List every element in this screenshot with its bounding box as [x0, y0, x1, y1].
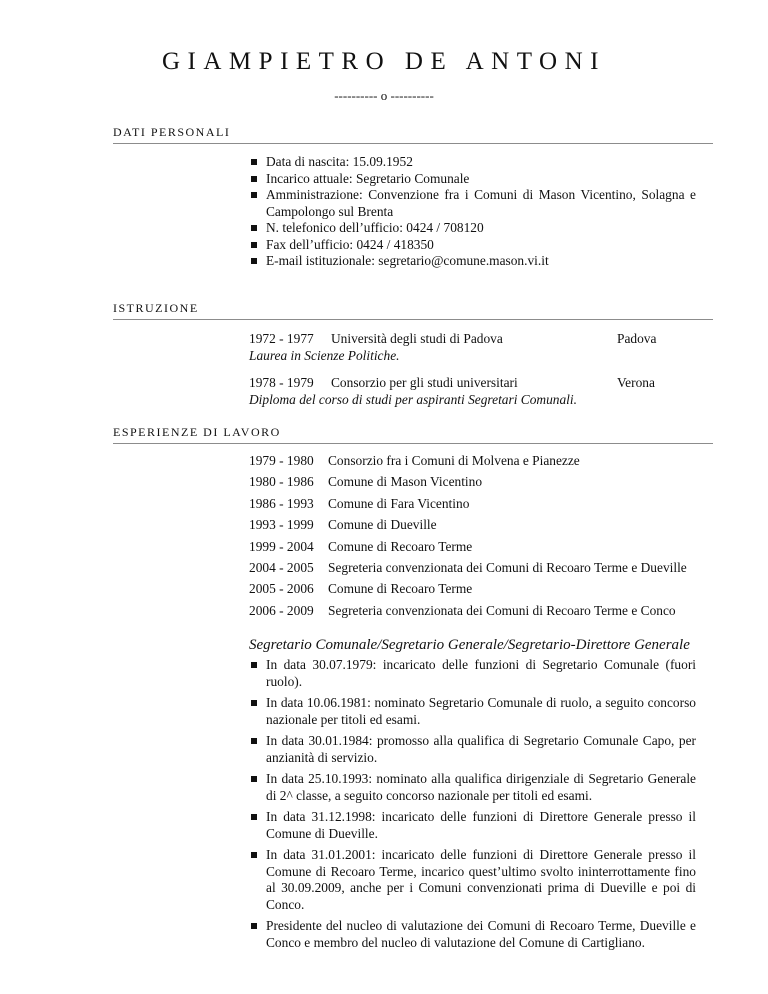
job-place: Comune di Dueville: [328, 517, 437, 533]
job-row: [249, 517, 687, 538]
education-institution: Consorzio per gli studi universitari: [331, 375, 518, 390]
education-city: Padova: [617, 331, 657, 346]
job-row: [249, 581, 687, 602]
job-place: Comune di Fara Vicentino: [328, 495, 470, 511]
job-years: 2004 - 2005: [249, 559, 314, 575]
job-years: 1979 - 1980: [249, 453, 314, 468]
role-title: Segretario Comunale/Segretario Generale/Segretario-Direttore Generale: [249, 637, 690, 653]
personal-item: Fax dell’ufficio: 0424 / 418350: [249, 237, 696, 254]
section-heading-education-label: ISTRUZIONE: [113, 301, 199, 315]
section-heading-personal: [113, 125, 713, 144]
job-years: 1986 - 1993: [249, 495, 314, 511]
job-row: [249, 560, 687, 581]
education-city: Verona: [617, 375, 655, 390]
job-place: Segreteria convenzionata dei Comuni di Recoaro Terme e Dueville: [328, 559, 687, 575]
section-heading-experience: [113, 425, 713, 444]
education-institution: Università degli studi di Padova: [331, 331, 503, 346]
career-list: [249, 657, 696, 951]
career-item: Presidente del nucleo di valutazione dei Comuni di Recoaro Terme, Dueville e Conco e membro del nucleo di valutazione del Comune di Cartigliano.: [249, 918, 696, 951]
personal-list: [249, 154, 696, 270]
personal-item: Data di nascita: 15.09.1952: [249, 154, 696, 171]
career-item: In data 31.12.1998: incaricato delle funzioni di Direttore Generale presso il Comune di Dueville.: [249, 809, 696, 842]
personal-item: E-mail istituzionale: segretario@comune.mason.vi.it: [249, 253, 696, 270]
header-divider: ---------- o ----------: [334, 88, 434, 103]
career-item: In data 30.07.1979: incaricato delle funzioni di Segretario Comunale (fuori ruolo).: [249, 657, 696, 690]
job-years: 1980 - 1986: [249, 474, 314, 490]
job-row: [249, 474, 687, 495]
education-years: 1978 - 1979: [249, 375, 314, 390]
job-row: [249, 539, 687, 560]
jobs-table: [249, 453, 687, 624]
job-place: Comune di Recoaro Terme: [328, 538, 473, 554]
job-years: 1993 - 1999: [249, 517, 314, 533]
job-place: Comune di Recoaro Terme: [328, 581, 473, 597]
career-item: In data 10.06.1981: nominato Segretario Comunale di ruolo, a seguito concorso nazionale per titoli ed esami.: [249, 695, 696, 728]
job-years: 1999 - 2004: [249, 538, 314, 554]
education-entry: [249, 374, 695, 408]
section-heading-education: [113, 301, 713, 320]
job-place: Comune di Mason Vicentino: [328, 474, 483, 490]
job-years: 2005 - 2006: [249, 581, 314, 597]
career-item: In data 31.01.2001: incaricato delle funzioni di Direttore Generale presso il Comune di Recoaro Terme, incarico quest’ultimo svolto ininterrottamente fino al 30.09.2009, anche per i Comuni convenzionati prima di Dueville e poi di Conco.: [249, 847, 696, 913]
personal-item: N. telefonico dell’ufficio: 0424 / 708120: [249, 220, 696, 237]
person-name: GIAMPIETRO DE ANTONI: [162, 48, 606, 75]
education-degree: Diploma del corso di studi per aspiranti Segretari Comunali.: [249, 392, 577, 407]
section-heading-experience-label: ESPERIENZE DI LAVORO: [113, 425, 281, 439]
education-degree: Laurea in Scienze Politiche.: [249, 348, 400, 363]
job-years: 2006 - 2009: [249, 602, 314, 618]
job-place: Segreteria convenzionata dei Comuni di Recoaro Terme e Conco: [328, 602, 676, 618]
job-row: [249, 496, 687, 517]
education-entry: [249, 330, 695, 364]
job-row: [249, 453, 687, 474]
career-item: In data 25.10.1993: nominato alla qualifica dirigenziale di Segretario Generale di 2^ classe, a seguito concorso nazionale per titoli ed esami.: [249, 771, 696, 804]
personal-item: Amministrazione: Convenzione fra i Comuni di Mason Vicentino, Solagna e Campolongo sul Brenta: [249, 187, 696, 220]
job-row: [249, 603, 687, 624]
education-years: 1972 - 1977: [249, 331, 314, 346]
career-item: In data 30.01.1984: promosso alla qualifica di Segretario Comunale Capo, per anzianità di servizio.: [249, 733, 696, 766]
job-place: Consorzio fra i Comuni di Molvena e Pianezze: [328, 453, 580, 468]
section-heading-personal-label: DATI PERSONALI: [113, 125, 231, 139]
personal-item: Incarico attuale: Segretario Comunale: [249, 171, 696, 188]
